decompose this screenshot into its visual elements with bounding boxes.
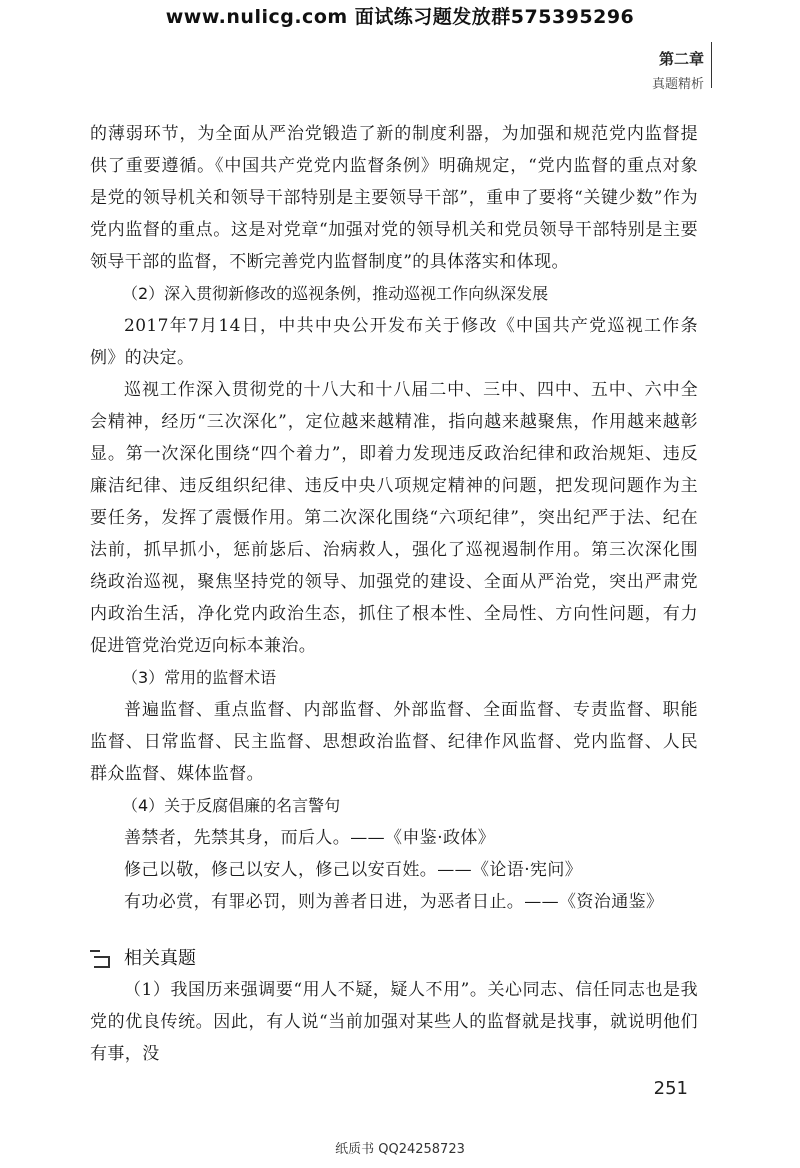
chapter-subtitle: 真题精析 bbox=[651, 77, 704, 92]
quote-line: 有功必赏，有罪必罚，则为善者日进，为恶者日止。——《资治通鉴》 bbox=[124, 892, 664, 912]
page-number: 251 bbox=[653, 1078, 688, 1099]
subheading-2: （2）深入贯彻新修改的巡视条例，推动巡视工作向纵深发展 bbox=[122, 284, 549, 303]
section-heading bbox=[90, 940, 698, 974]
subheading-3: （3）常用的监督术语 bbox=[122, 668, 277, 687]
section-title: 相关真题 bbox=[124, 948, 196, 969]
paragraph: 普遍监督、重点监督、内部监督、外部监督、全面监督、专责监督、职能监督、日常监督、民主监督、思想政治监督、纪律作风监督、党内监督、人民群众监督、媒体监督。 bbox=[90, 700, 698, 784]
chapter-label bbox=[652, 48, 704, 92]
paragraph: （1）我国历来强调要“用人不疑，疑人不用”。关心同志、信任同志也是我党的优良传统。因此，有人说“当前加强对某些人的监督就是找事，就说明他们有事，没 bbox=[90, 980, 698, 1064]
chapter-title: 第二章 bbox=[658, 50, 704, 68]
paragraph: 巡视工作深入贯彻党的十八大和十八届二中、三中、四中、五中、六中全会精神，经历“三次深化”，定位越来越精准，指向越来越聚焦，作用越来越彰显。第一次深化围绕“四个着力”，即着力发现违反政治纪律和政治规矩、违反廉洁纪律、违反组织纪律、违反中央八项规定精神的问题，把发现问题作为主要任务，发挥了震慑作用。第二次深化围绕“六项纪律”，突出纪严于法、纪在法前，抓早抓小，惩前毖后、治病救人，强化了巡视遏制作用。第三次深化围绕政治巡视，聚焦坚持党的领导、加强党的建设、全面从严治党，突出严肃党内政治生活，净化党内政治生态，抓住了根本性、全局性、方向性问题，有力促进管党治党迈向标本兼治。 bbox=[90, 380, 698, 656]
quote-line: 修己以敬，修己以安人，修己以安百姓。——《论语·宪问》 bbox=[124, 860, 583, 880]
subheading-4: （4）关于反腐倡廉的名言警句 bbox=[122, 796, 341, 815]
paragraph-continuation: 的薄弱环节，为全面从严治党锻造了新的制度利器，为加强和规范党内监督提供了重要遵循。《中国共产党党内监督条例》明确规定，“党内监督的重点对象是党的领导机关和领导干部特别是主要领导干部”，重申了要将“关键少数”作为党内监督的重点。这是对党章“加强对党的领导机关和党员领导干部特别是主要领导干部的监督，不断完善党内监督制度”的具体落实和体现。 bbox=[90, 124, 698, 272]
chapter-divider bbox=[711, 42, 712, 88]
watermark-header: www.nulicg.com 面试练习题发放群575395296 bbox=[165, 6, 635, 28]
paragraph: 2017年7月14日，中共中央公开发布关于修改《中国共产党巡视工作条例》的决定。 bbox=[90, 316, 698, 368]
section-marker-icon bbox=[90, 948, 112, 966]
page-content bbox=[90, 118, 698, 1070]
footer-text: 纸质书 QQ24258723 bbox=[335, 1142, 465, 1157]
quote-line: 善禁者，先禁其身，而后人。——《申鉴·政体》 bbox=[124, 828, 496, 848]
